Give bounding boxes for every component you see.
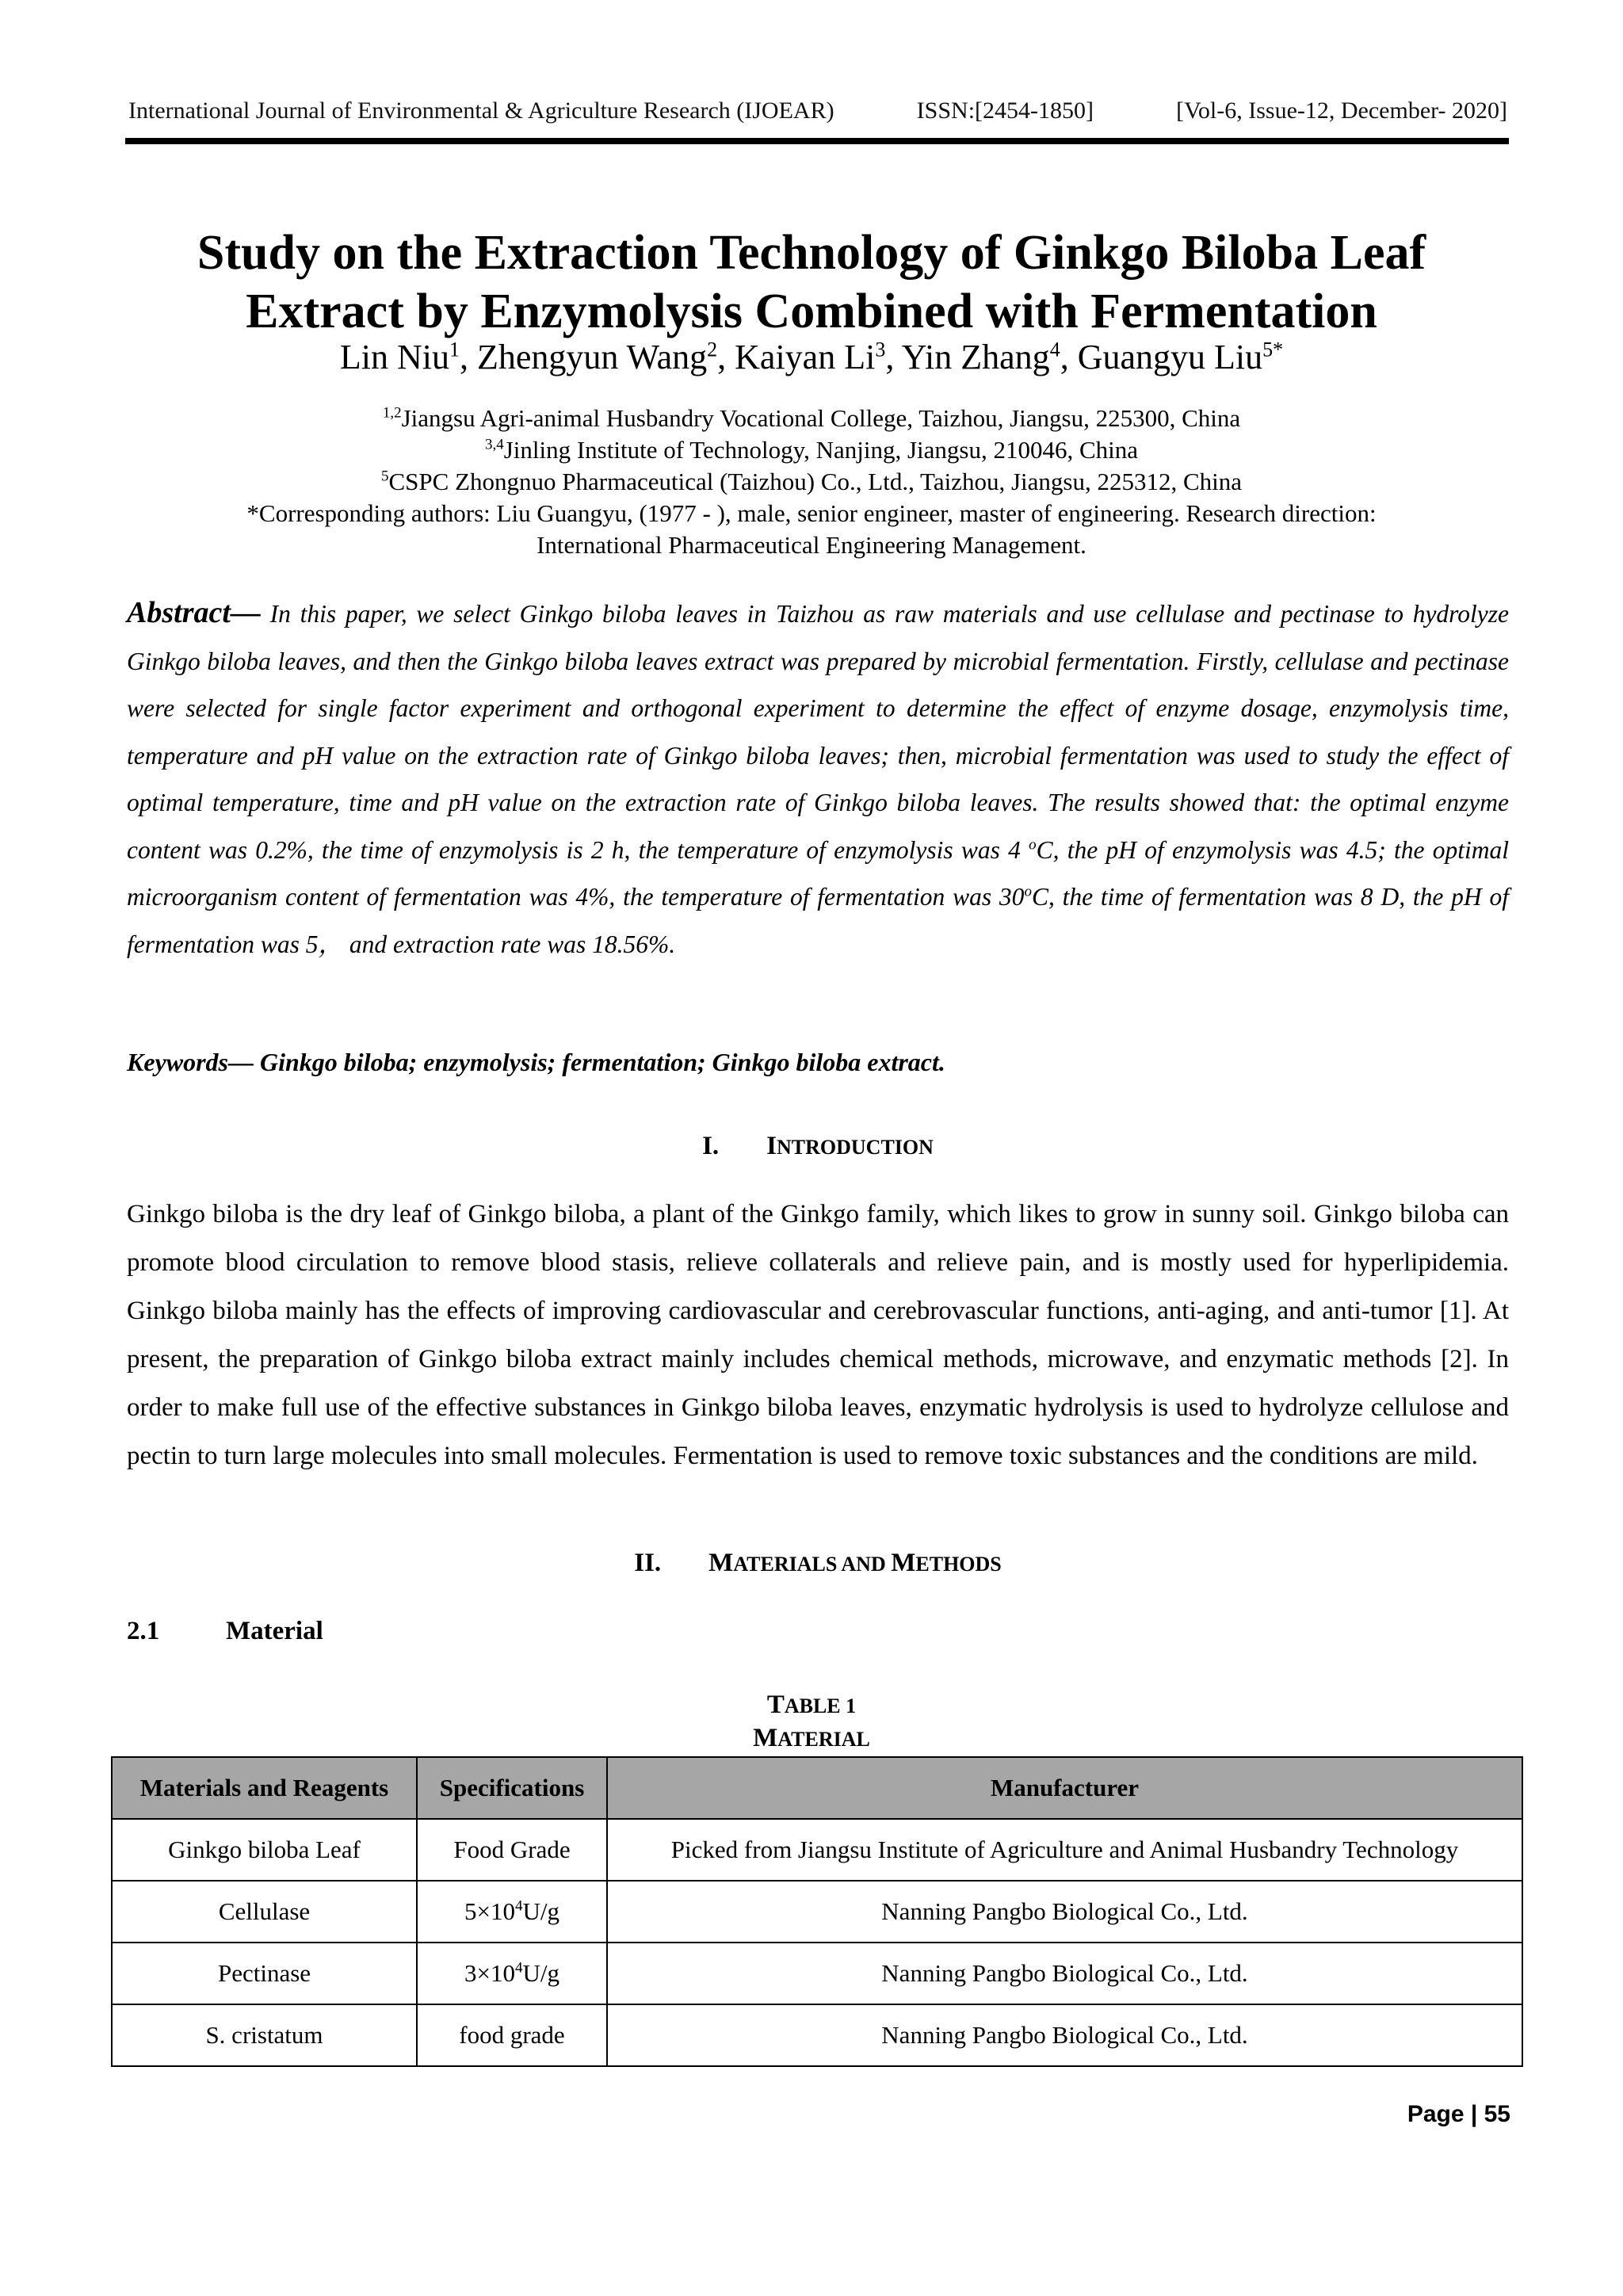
column-header: Materials and Reagents (112, 1757, 417, 1819)
column-header: Specifications (417, 1757, 607, 1819)
caption-initial: T (766, 1690, 785, 1719)
paper-title (95, 223, 1528, 341)
caption-initial: M (753, 1724, 778, 1752)
spec-unit: U/g (522, 1897, 559, 1925)
affiliation-text: Jinling Institute of Technology, Nanjing, Jiangsu, 210046, China (503, 436, 1139, 464)
subsection-heading (127, 1614, 602, 1648)
author-affiliation-mark: 3 (875, 338, 886, 361)
specification-cell (417, 1943, 607, 2004)
author-affiliation-mark: 5* (1262, 338, 1284, 361)
author-separator: , (717, 338, 735, 376)
table-row (112, 1819, 1522, 1881)
material-cell: Cellulase (112, 1881, 417, 1943)
corresponding-author-line-2: International Pharmaceutical Engineering Management. (537, 531, 1086, 559)
author-affiliation-mark: 1 (449, 338, 460, 361)
page-label: Page (1407, 2101, 1465, 2127)
spec-exponent: 4 (514, 1959, 523, 1977)
corresponding-author-line-1: *Corresponding authors: Liu Guangyu, (1977 - ), male, senior engineer, master of engineering. Research direction: (246, 499, 1377, 527)
author (902, 338, 1078, 376)
material-cell: S. cristatum (112, 2004, 417, 2066)
author-name: Lin Niu (339, 338, 449, 376)
manufacturer-cell: Nanning Pangbo Biological Co., Ltd. (607, 1881, 1522, 1943)
affiliation-text: Jiangsu Agri-animal Husbandry Vocational College, Taizhou, Jiangsu, 225300, China (401, 404, 1241, 432)
abstract (127, 590, 1509, 968)
manufacturer-cell: Picked from Jiangsu Institute of Agriculture and Animal Husbandry Technology (607, 1819, 1522, 1881)
degree-mark: o (1024, 883, 1032, 900)
page-separator: | (1470, 2101, 1478, 2127)
title-line-1: Study on the Extraction Technology of Ginkgo Biloba Leaf (197, 226, 1426, 280)
keywords: Keywords— Ginkgo biloba; enzymolysis; fermentation; Ginkgo biloba extract. (127, 1048, 945, 1076)
page-number (1268, 2099, 1510, 2130)
table-row (112, 1943, 1522, 2004)
issn: ISSN:[2454-1850] (916, 97, 1094, 124)
author-name: Zhengyun Wang (477, 338, 708, 376)
degree-mark: o (1029, 836, 1037, 853)
spec-value: 5×10 (464, 1897, 515, 1925)
material-cell: Pectinase (112, 1943, 417, 2004)
author-list (95, 335, 1528, 380)
caption-rest: ABLE 1 (784, 1694, 857, 1717)
manufacturer-cell: Nanning Pangbo Biological Co., Ltd. (607, 1943, 1522, 2004)
spec-value: food grade (459, 2021, 565, 2049)
section-heading-materials-methods (127, 1545, 1509, 1582)
specification-cell (417, 1881, 607, 1943)
section-title-rest: ETHODS (915, 1553, 1002, 1576)
spec-value: 3×10 (464, 1959, 515, 1987)
author-affiliation-mark: 4 (1049, 338, 1060, 361)
author-separator: , (460, 338, 477, 376)
abstract-label: Abstract— (127, 596, 261, 629)
specification-cell (417, 2004, 607, 2066)
section-number: II. (634, 1549, 662, 1577)
table-caption (95, 1688, 1528, 1755)
affiliation (95, 466, 1528, 498)
author (1078, 338, 1283, 376)
spec-unit: U/g (522, 1959, 559, 1987)
material-cell: Ginkgo biloba Leaf (112, 1819, 417, 1881)
author (735, 338, 902, 376)
introduction-paragraph: Ginkgo biloba is the dry leaf of Ginkgo biloba, a plant of the Ginkgo family, which likes to grow in sunny soil. Ginkgo biloba can promote blood circulation to remove blood stasis, relieve collaterals and relieve pain, and is mostly used for hyperlipidemia. Ginkgo biloba mainly has the effects of improving cardiovascular and cerebrovascular functions, anti-aging, and anti-tumor [1]. At present, the preparation of Ginkgo biloba extract mainly includes chemical methods, microwave, and enzymatic methods [2]. In order to make full use of the effective substances in Ginkgo biloba leaves, enzymatic hydrolysis is used to hydrolyze cellulose and pectin to turn large molecules into small molecules. Fermentation is used to remove toxic substances and the conditions are mild. (127, 1200, 1509, 1470)
manufacturer-cell: Nanning Pangbo Biological Co., Ltd. (607, 2004, 1522, 2066)
page-number-value: 55 (1484, 2101, 1510, 2127)
materials-table (111, 1756, 1523, 2067)
specification-cell (417, 1819, 607, 1881)
table-row (112, 1881, 1522, 1943)
spec-exponent: 4 (514, 1897, 523, 1915)
section-title-rest: ATERIALS AND (733, 1553, 892, 1576)
header-rule (125, 138, 1509, 144)
author-separator: , (885, 338, 902, 376)
author-name: Guangyu Liu (1077, 338, 1263, 376)
abstract-text: C, the pH of enzymolysis was 4.5; the optimal microorganism content of fermentation was 4%, the temperature of fermentation was 30 (127, 835, 1509, 911)
author-name: Yin Zhang (901, 338, 1050, 376)
author-name: Kaiyan Li (735, 338, 876, 376)
spec-value: Food Grade (453, 1836, 571, 1863)
subsection-title: Material (226, 1617, 323, 1645)
section-title-initial: M (891, 1549, 916, 1577)
caption-rest: ATERIAL (777, 1728, 870, 1751)
volume-issue: [Vol-6, Issue-12, December- 2020] (1176, 97, 1507, 124)
column-header: Manufacturer (607, 1757, 1522, 1819)
author-affiliation-mark: 2 (707, 338, 718, 361)
section-number: I. (702, 1132, 720, 1160)
affiliation (95, 403, 1528, 434)
table-row (112, 2004, 1522, 2066)
affiliation-mark: 3,4 (484, 436, 504, 453)
running-header (128, 94, 1507, 128)
table-label (95, 1688, 1528, 1721)
abstract-text: C, the time of fermentation was 8 D, the pH of fermentation was 5， and extraction rate was 18.56%. (127, 883, 1509, 958)
table-title (95, 1721, 1528, 1755)
affiliation-mark: 1,2 (382, 404, 402, 422)
author (340, 338, 477, 376)
abstract-text: In this paper, we select Ginkgo biloba leaves in Taizhou as raw materials and use cellulase and pectinase to hydrolyze Ginkgo biloba leaves, and then the Ginkgo biloba leaves extract was prepared by microbial fermentation. Firstly, cellulase and pectinase were selected for single factor experiment and orthogonal experiment to determine the effect of enzyme dosage, enzymolysis time, temperature and pH value on the extraction rate of Ginkgo biloba leaves; then, microbial fermentation was used to study the effect of optimal temperature, time and pH value on the extraction rate of Ginkgo biloba leaves. The results showed that: the optimal enzyme content was 0.2%, the time of enzymolysis is 2 h, the temperature of enzymolysis was 4 (127, 600, 1509, 864)
section-title-initial: M (708, 1549, 734, 1577)
section-title-initial: I (766, 1132, 777, 1160)
author (477, 338, 735, 376)
title-line-2: Extract by Enzymolysis Combined with Fermentation (246, 285, 1377, 338)
affiliation-text: CSPC Zhongnuo Pharmaceutical (Taizhou) Co., Ltd., Taizhou, Jiangsu, 225312, China (388, 468, 1242, 495)
affiliation (95, 434, 1528, 466)
table-header-row (112, 1757, 1522, 1819)
journal-name: International Journal of Environmental & Agriculture Research (IJOEAR) (128, 97, 834, 124)
affiliations (95, 403, 1528, 561)
section-title-rest: NTRODUCTION (777, 1136, 934, 1159)
subsection-number: 2.1 (127, 1617, 160, 1645)
author-separator: , (1060, 338, 1078, 376)
affiliation-mark: 5 (380, 468, 389, 485)
section-heading-introduction (127, 1129, 1509, 1165)
